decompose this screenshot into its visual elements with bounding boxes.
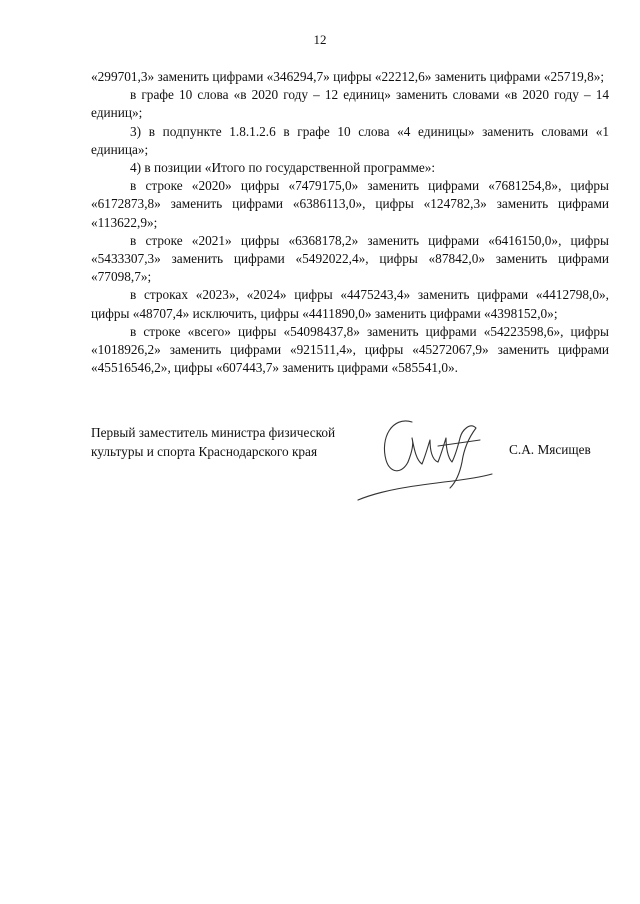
paragraph-7: в строках «2023», «2024» цифры «4475243,4» заменить цифрами «4412798,0», цифры «48707,4» исключить, цифры «4411890,0» заменить цифрами «4398152,0»;: [91, 287, 609, 321]
signatory-title-line-2: культуры и спорта Краснодарского края: [91, 443, 318, 459]
signatory-title-line-1: Первый заместитель министра физической: [91, 425, 336, 440]
signatory-name: С.А. Мясищев: [509, 442, 591, 457]
signatory-title: [91, 424, 335, 461]
document-body: [91, 68, 609, 377]
paragraph-4: 4) в позиции «Итого по государственной программе»:: [130, 160, 436, 176]
paragraph-6: в строке «2021» цифры «6368178,2» заменить цифрами «6416150,0», цифры «5433307,3» заменить цифрами «5492022,4», цифры «87842,0» заменить цифрами «77098,7»;: [91, 232, 609, 285]
paragraph-1: «299701,3» заменить цифрами «346294,7» цифры «22212,6» заменить цифрами «25719,8»;: [91, 69, 605, 84]
handwritten-signature: [352, 408, 502, 508]
paragraph-2: в графе 10 слова «в 2020 году – 12 единиц» заменить словами «в 2020 году – 14 единиц»;: [91, 87, 609, 121]
paragraph-8: в строке «всего» цифры «54098437,8» заменить цифрами «54223598,6», цифры «1018926,2» заменить цифрами «921511,4», цифры «45272067,9» заменить цифрами «45516546,2», цифры «607443,7» заменить цифрами «585541,0».: [91, 323, 609, 376]
page-number: 12: [313, 32, 327, 47]
paragraph-3: 3) в подпункте 1.8.1.2.6 в графе 10 слова «4 единицы» заменить словами «1 единица»;: [91, 123, 609, 157]
paragraph-5: в строке «2020» цифры «7479175,0» заменить цифрами «7681254,8», цифры «6172873,8» заменить цифрами «6386113,0», цифры «124782,3» заменить цифрами «113622,9»;: [91, 178, 609, 230]
